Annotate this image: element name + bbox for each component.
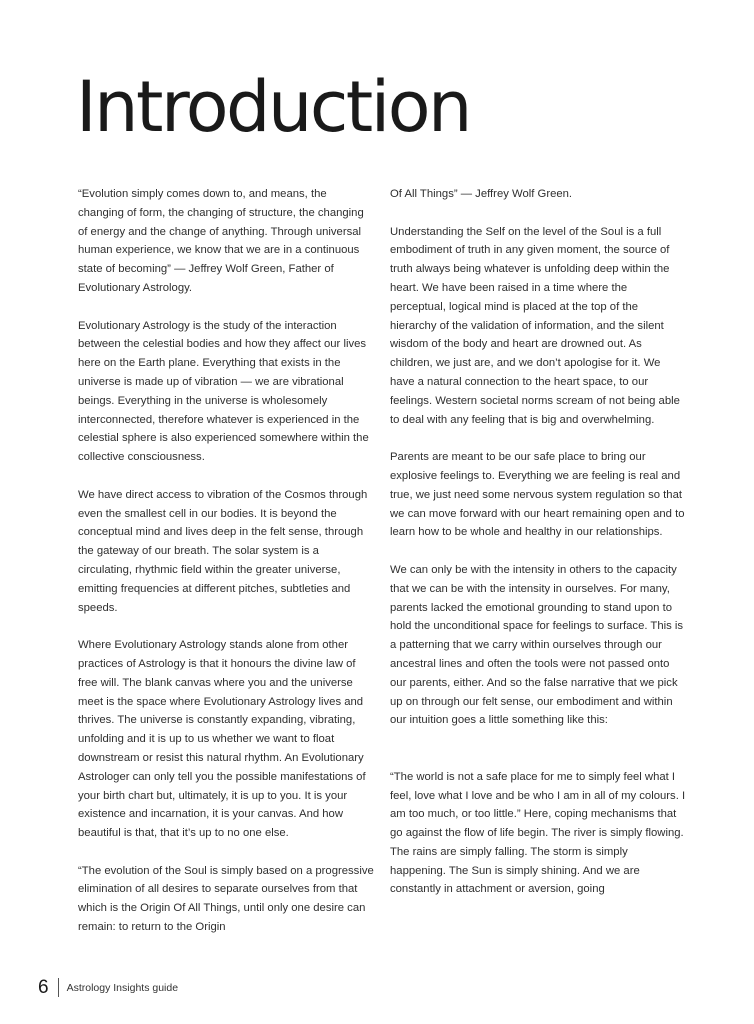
paragraph-intensity: We can only be with the intensity in others to the capacity that we can be with the intensity in ourselves. For many, parents lacked the emotional grounding to stand upon to hold the unconditional space for feelings to surface. This is a patterning that we carry within ourselves through our ancestral lines and often the tools were not passed onto our parents, either. And so the false narrative that we pick up on through our felt sense, our embodiment and within our intuition goes a little something like this: <box>390 563 684 727</box>
paragraph-self-soul: Understanding the Self on the level of the Soul is a full embodiment of truth in any given moment, the source of truth always being whatever is unfolding deep within the heart. We have been raised in a time where the perceptual, logical mind is placed at the top of the hierarchy of the validation of information, and the silent wisdom of the body and heart are drowned out. As children, we just are, and we don’t apologise for it. We have a natural connection to the heart space, to our feelings. Western societal norms scream of not being able to deal with any feeling that is big and overwhelming. <box>390 225 680 426</box>
page-title: Introduction <box>76 66 470 148</box>
paragraph-parents: Parents are meant to be our safe place to bring our explosive feelings to. Everything we are feeling is real and true, we just need some nervous system regulation so that we can move forward with our heart remaining open and to learn how to be whole and healthy in our relationships. <box>390 451 685 539</box>
footer-divider <box>58 978 59 997</box>
paragraph-quote-attribution: Of All Things” — Jeffrey Wolf Green. <box>390 188 573 200</box>
guide-title: Astrology Insights guide <box>66 981 179 994</box>
paragraph-cosmos-vibration: We have direct access to vibration of the Cosmos through even the smallest cell in our bodies. It is beyond the conceptual mind and lives deep in the felt sense, through the gateway of our breath. The solar system is a circulating, rhythmic field within the greater universe, emitting frequencies at different pitches, subtleties and speeds. <box>78 488 368 614</box>
paragraph-free-will: Where Evolutionary Astrology stands alone from other practices of Astrology is that it honours the divine law of free will. The blank canvas where you and the universe meet is the space where Evolutionary Astrology lives and thrives. The universe is constantly expanding, vibrating, unfolding and it is up to us whether we want to float downstream or resist this natural rhythm. An Evolutionary Astrologer can only tell you the possible manifestations of your birth chart but, ultimately, it is up to you. It is your existence and incarnation, it is your canvas. And how beautiful is that, that it’s up to no one else. <box>78 639 366 840</box>
paragraph-world-quote: “The world is not a safe place for me to simply feel what I feel, love what I love and be who I am in all of my colours. I am too much, or too little.” Here, coping mechanisms that go against the flow of life begin. The river is simply flowing. The rains are simply falling. The storm is simply happening. The Sun is simply shining. And we are constantly in attachment or aversion, going <box>390 770 686 896</box>
right-column <box>390 185 686 918</box>
paragraph-quote-soul: “The evolution of the Soul is simply based on a progressive elimination of all desires to separate ourselves from that which is the Origin Of All Things, until only one desire can remain: to return to the Origin <box>78 864 374 934</box>
page-number: 6 <box>38 977 49 998</box>
paragraph-quote-evolution: “Evolution simply comes down to, and means, the changing of form, the changing of structure, the changing of energy and the change of anything. Through universal human experience, we know that we are in a continuous state of becoming” — Jeffrey Wolf Green, Father of Evolutionary Astrology. <box>78 188 364 294</box>
paragraph-evolutionary-astrology: Evolutionary Astrology is the study of the interaction between the celestial bodies and how they affect our lives here on the Earth plane. Everything that exists in the universe is made up of vibration — we are vibrational beings. Everything in the universe is wholesomely interconnected, therefore whatever is experienced in the celestial sphere is also experienced somewhere within the collective consciousness. <box>78 319 369 464</box>
left-column <box>78 185 374 956</box>
page-footer <box>38 978 178 997</box>
